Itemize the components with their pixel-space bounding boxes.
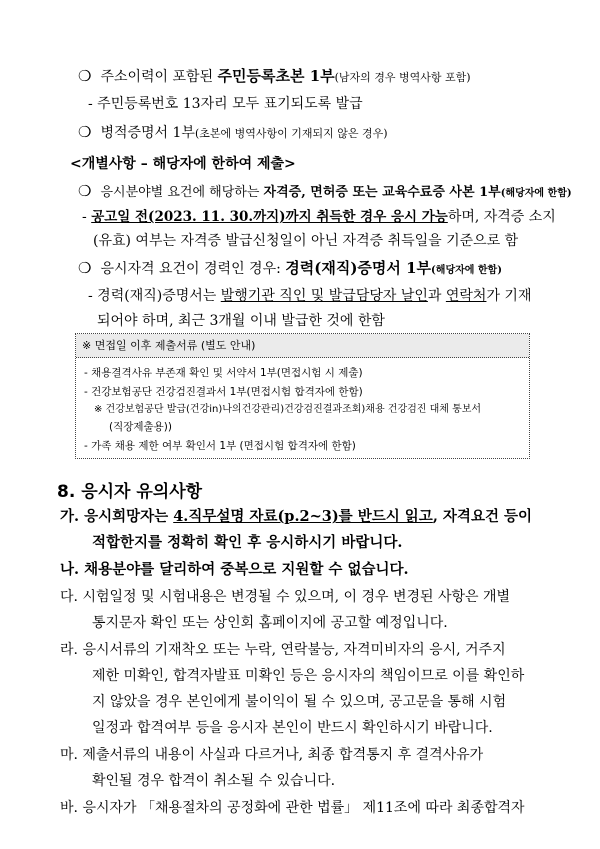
certificate-item bbox=[78, 181, 572, 204]
note-ga bbox=[60, 507, 532, 527]
section-8-title: 8. 응시자 유의사항 bbox=[57, 482, 203, 502]
certificate-subitem bbox=[82, 207, 556, 227]
note-ra-label: 라. bbox=[60, 642, 78, 658]
military-text: 병적증명서 1부 bbox=[100, 125, 195, 141]
note-ma-line2-text: 확인될 경우 합격이 취소될 수 있습니다. bbox=[92, 773, 336, 789]
military-record-item bbox=[78, 122, 388, 144]
note-da-line2 bbox=[92, 613, 448, 633]
notice-line-5: - 가족 채용 제한 여부 확인서 1부 (면접시험 합격자에 한함) bbox=[84, 440, 356, 452]
resident-registration-subitem bbox=[88, 94, 363, 114]
note-ma-text: 제출서류의 내용이 사실과 다르거나, 최종 합격통지 후 결격사유가 bbox=[82, 747, 484, 763]
note-ra-line2-text: 제한 미확인, 합격자발표 미확인 등은 응시자의 책임이므로 이를 확인하 bbox=[92, 668, 525, 684]
note-ba-label: 바. bbox=[60, 800, 78, 816]
resident-reg-note: (남자의 경우 병역사항 포함) bbox=[334, 71, 471, 84]
notice-line-3: ※ 건강보험공단 발급(건강in)나의건강관리)건강검진결과조회)채용 건강검진 대체 통보서 bbox=[94, 404, 482, 415]
note-ra bbox=[60, 640, 506, 660]
career-sub-post: 가 기재 bbox=[486, 288, 532, 304]
career-sub-underlined2: 연락처 bbox=[445, 288, 487, 304]
notice-heading: ※ 면접일 이후 제출서류 (별도 안내) bbox=[76, 334, 529, 358]
note-ma-label: 마. bbox=[60, 747, 78, 763]
note-na-text: 채용분야를 달리하여 중복으로 지원할 수 없습니다. bbox=[84, 561, 409, 578]
career-sub-underlined: 발행기관 직인 및 발급담당자 날인 bbox=[220, 288, 428, 304]
resident-registration-item bbox=[78, 66, 471, 88]
open-circle-bullet-icon: ❍ bbox=[78, 67, 92, 85]
career-subitem-line2 bbox=[97, 311, 385, 331]
cert-sub-dash: - bbox=[82, 209, 92, 225]
open-circle-bullet-icon: ❍ bbox=[78, 123, 92, 141]
note-ga-underlined: 4.직무설명 자료(p.2~3)를 반드시 읽고 bbox=[173, 508, 433, 525]
note-da-line2-text: 통지문자 확인 또는 상인회 홈페이지에 공고할 예정입니다. bbox=[92, 615, 448, 631]
career-text: 응시자격 요건이 경력인 경우: bbox=[100, 261, 286, 277]
individual-heading-text: <개별사항 – 해당자에 한하여 제출> bbox=[70, 156, 296, 172]
career-sub-line2-text: 되어야 하며, 최근 3개월 이내 발급한 것에 한함 bbox=[97, 313, 385, 329]
military-note: (초본에 병역사항이 기재되지 않은 경우) bbox=[194, 127, 388, 140]
note-ra-line3-text: 지 않았을 경우 본인에게 불이익이 될 수 있으며, 공고문을 통해 시험 bbox=[92, 694, 507, 710]
note-da bbox=[60, 587, 510, 607]
note-ma-line2 bbox=[92, 771, 335, 791]
note-ra-text: 응시서류의 기재착오 또는 누락, 연락불능, 자격미비자의 응시, 거주지 bbox=[82, 642, 506, 658]
career-subitem bbox=[88, 286, 531, 306]
note-ga-line2-text: 적합한지를 정확히 확인 후 응시하시기 바랍니다. bbox=[92, 534, 403, 551]
note-ga-post: , 자격요건 등이 bbox=[432, 508, 533, 525]
note-ma bbox=[60, 745, 483, 765]
career-note: (해당자에 한함) bbox=[431, 265, 502, 276]
post-interview-documents-box bbox=[75, 333, 530, 459]
individual-items-heading bbox=[70, 154, 296, 174]
resident-reg-sub-text: - 주민등록번호 13자리 모두 표기되도록 발급 bbox=[88, 96, 363, 112]
cert-note: (해당자에 한함) bbox=[500, 188, 572, 199]
note-ra-line3 bbox=[92, 692, 506, 712]
note-na-label: 나. bbox=[60, 561, 80, 578]
cert-sub-underlined: 공고일 전(2023. 11. 30.까지)까지 취득한 경우 응시 가능 bbox=[91, 209, 448, 225]
note-ba bbox=[60, 798, 525, 818]
cert-bold: 자격증, 면허증 또는 교육수료증 사본 1부 bbox=[263, 185, 501, 200]
career-sub-text: - 경력(재직)증명서는 bbox=[88, 288, 221, 304]
note-da-text: 시험일정 및 시험내용은 변경될 수 있으며, 이 경우 변경된 사항은 개별 bbox=[82, 589, 511, 605]
note-ga-text: 응시희망자는 bbox=[84, 508, 174, 525]
note-ra-line2 bbox=[92, 666, 524, 686]
note-ra-line4-text: 일정과 합격여부 등을 응시자 본인이 반드시 확인하시기 바랍니다. bbox=[92, 720, 493, 736]
career-item bbox=[78, 258, 502, 281]
open-circle-bullet-icon: ❍ bbox=[78, 259, 92, 277]
certificate-subitem-line2 bbox=[93, 231, 518, 251]
cert-text: 응시분야별 요건에 해당하는 bbox=[100, 185, 264, 200]
career-bold: 경력(재직)증명서 1부 bbox=[285, 259, 432, 277]
cert-sub-line2-text: (유효) 여부는 자격증 발급신청일이 아닌 자격증 취득일을 기준으로 함 bbox=[93, 233, 519, 249]
note-ba-text: 응시자가 「채용절차의 공정화에 관한 법률」 제11조에 따라 최종합격자 bbox=[82, 800, 525, 816]
note-ga-line2 bbox=[92, 533, 402, 553]
note-ga-label: 가. bbox=[60, 508, 80, 525]
resident-reg-bold: 주민등록초본 1부 bbox=[217, 67, 335, 85]
resident-reg-text: 주소이력이 포함된 bbox=[100, 69, 218, 85]
notice-line-1: - 채용결격사유 부존재 확인 및 서약서 1부(면접시험 시 제출) bbox=[84, 367, 363, 379]
note-ra-line4 bbox=[92, 718, 493, 738]
cert-sub-rest: 하며, 자격증 소지 bbox=[447, 209, 556, 225]
open-circle-bullet-icon: ❍ bbox=[78, 182, 92, 200]
notice-line-2: - 건강보험공단 건강검진결과서 1부(면접시험 합격자에 한함) bbox=[84, 386, 363, 398]
career-sub-mid: 과 bbox=[427, 288, 446, 304]
note-da-label: 다. bbox=[60, 589, 78, 605]
notice-line-4: (직장제출용)) bbox=[109, 421, 173, 433]
note-na bbox=[60, 560, 409, 580]
